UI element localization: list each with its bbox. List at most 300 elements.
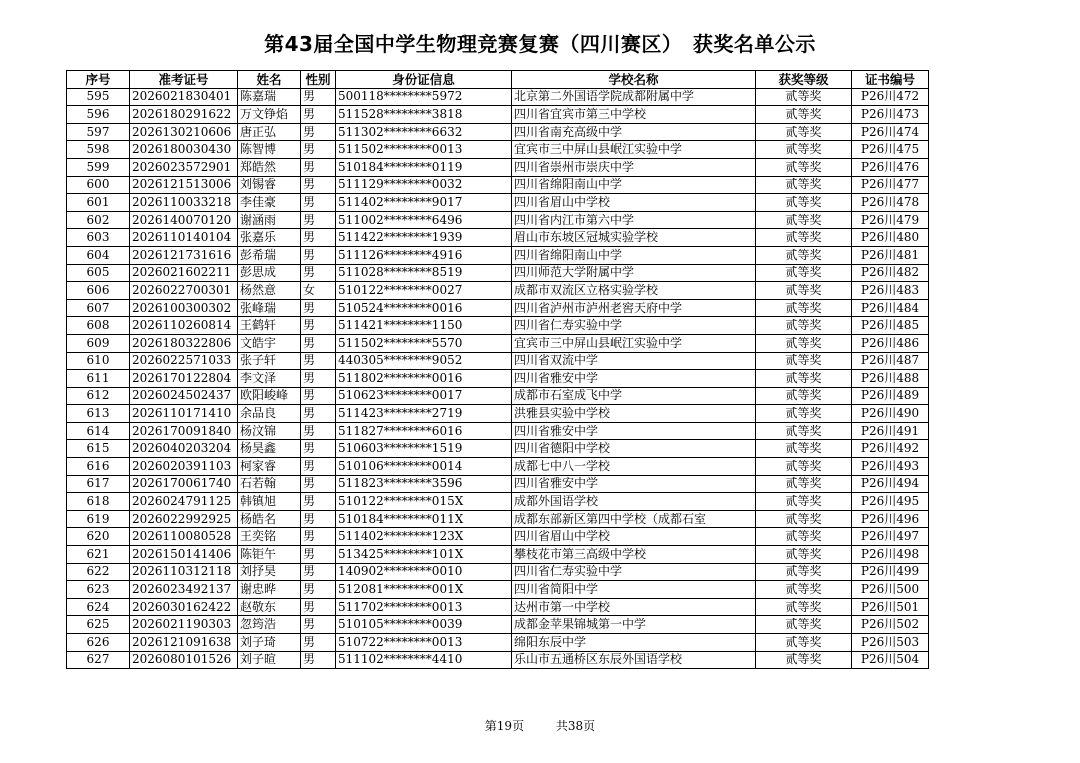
cell-award-level: 贰等奖 [756,282,852,300]
cell-certificate-no: P26川498 [852,546,929,564]
page-total: 共38页 [555,719,596,733]
table-row [67,440,929,458]
cell-award-level: 贰等奖 [756,634,852,652]
cell-award-level: 贰等奖 [756,598,852,616]
cell-exam-id: 2026080101526 [130,651,238,669]
cell-certificate-no: P26川502 [852,616,929,634]
cell-school: 绵阳东辰中学 [512,634,756,652]
cell-school: 四川省双流中学 [512,352,756,370]
cell-index: 627 [67,651,130,669]
cell-award-level: 贰等奖 [756,387,852,405]
column-header-certificate-no: 证书编号 [852,71,929,89]
cell-id-info: 512081********001X [336,581,512,599]
cell-certificate-no: P26川489 [852,387,929,405]
cell-index: 617 [67,475,130,493]
cell-gender: 男 [301,211,336,229]
cell-award-level: 贰等奖 [756,299,852,317]
cell-id-info: 511002********6496 [336,211,512,229]
cell-school: 成都金苹果锦城第一中学 [512,616,756,634]
cell-name: 谢忠晔 [238,581,301,599]
column-header-id-info: 身份证信息 [336,71,512,89]
cell-exam-id: 2026130210606 [130,123,238,141]
cell-school: 宜宾市三中屏山县岷江实验中学 [512,334,756,352]
cell-id-info: 511129********0032 [336,176,512,194]
cell-award-level: 贰等奖 [756,458,852,476]
cell-certificate-no: P26川476 [852,158,929,176]
cell-gender: 男 [301,546,336,564]
cell-exam-id: 2026140070120 [130,211,238,229]
cell-index: 624 [67,598,130,616]
table-row [67,176,929,194]
cell-name: 杨昊鑫 [238,440,301,458]
cell-exam-id: 2026100300302 [130,299,238,317]
table-row [67,634,929,652]
cell-award-level: 贰等奖 [756,546,852,564]
cell-id-info: 510122********015X [336,493,512,511]
table-row [67,458,929,476]
cell-gender: 男 [301,563,336,581]
cell-exam-id: 2026110312118 [130,563,238,581]
cell-certificate-no: P26川481 [852,246,929,264]
cell-certificate-no: P26川503 [852,634,929,652]
cell-index: 606 [67,282,130,300]
cell-certificate-no: P26川485 [852,317,929,335]
cell-gender: 男 [301,387,336,405]
cell-name: 唐正弘 [238,123,301,141]
cell-certificate-no: P26川472 [852,88,929,106]
cell-id-info: 511028********8519 [336,264,512,282]
table-row [67,405,929,423]
cell-exam-id: 2026110140104 [130,229,238,247]
cell-school: 攀枝花市第三高级中学校 [512,546,756,564]
cell-certificate-no: P26川493 [852,458,929,476]
cell-id-info: 510184********0119 [336,158,512,176]
cell-name: 刘子琦 [238,634,301,652]
table-row [67,334,929,352]
cell-id-info: 510122********0027 [336,282,512,300]
cell-exam-id: 2026150141406 [130,546,238,564]
cell-gender: 男 [301,229,336,247]
cell-award-level: 贰等奖 [756,264,852,282]
cell-school: 四川省简阳中学 [512,581,756,599]
cell-name: 刘抒昊 [238,563,301,581]
cell-index: 596 [67,106,130,124]
table-row [67,493,929,511]
cell-id-info: 510603********1519 [336,440,512,458]
table-row [67,299,929,317]
cell-certificate-no: P26川494 [852,475,929,493]
cell-id-info: 511126********4916 [336,246,512,264]
cell-award-level: 贰等奖 [756,211,852,229]
cell-index: 607 [67,299,130,317]
cell-school: 四川省雅安中学 [512,475,756,493]
column-header-gender: 性别 [301,71,336,89]
cell-gender: 男 [301,106,336,124]
cell-name: 陈嘉瑞 [238,88,301,106]
cell-gender: 男 [301,510,336,528]
cell-index: 610 [67,352,130,370]
cell-index: 616 [67,458,130,476]
cell-certificate-no: P26川504 [852,651,929,669]
column-header-index: 序号 [67,71,130,89]
cell-award-level: 贰等奖 [756,352,852,370]
cell-award-level: 贰等奖 [756,176,852,194]
cell-award-level: 贰等奖 [756,581,852,599]
cell-gender: 男 [301,88,336,106]
cell-index: 613 [67,405,130,423]
cell-gender: 男 [301,528,336,546]
cell-school: 四川省崇州市崇庆中学 [512,158,756,176]
cell-school: 四川省雅安中学 [512,370,756,388]
cell-gender: 男 [301,422,336,440]
table-row [67,370,929,388]
cell-id-info: 510722********0013 [336,634,512,652]
cell-index: 597 [67,123,130,141]
cell-id-info: 511528********3818 [336,106,512,124]
cell-id-info: 511423********2719 [336,405,512,423]
cell-name: 杨然意 [238,282,301,300]
cell-id-info: 440305********9052 [336,352,512,370]
cell-gender: 女 [301,282,336,300]
cell-award-level: 贰等奖 [756,88,852,106]
table-row [67,475,929,493]
cell-index: 623 [67,581,130,599]
cell-exam-id: 2026023492137 [130,581,238,599]
cell-name: 郑皓然 [238,158,301,176]
cell-name: 彭思成 [238,264,301,282]
cell-certificate-no: P26川490 [852,405,929,423]
table-row [67,141,929,159]
cell-school: 达州市第一中学校 [512,598,756,616]
cell-name: 王鹤轩 [238,317,301,335]
cell-gender: 男 [301,405,336,423]
cell-certificate-no: P26川482 [852,264,929,282]
cell-name: 万文铮焰 [238,106,301,124]
cell-award-level: 贰等奖 [756,194,852,212]
cell-name: 张子轩 [238,352,301,370]
cell-certificate-no: P26川492 [852,440,929,458]
cell-exam-id: 2026110033218 [130,194,238,212]
cell-award-level: 贰等奖 [756,229,852,247]
cell-gender: 男 [301,194,336,212]
cell-exam-id: 2026023572901 [130,158,238,176]
cell-name: 王奕铭 [238,528,301,546]
cell-index: 608 [67,317,130,335]
cell-name: 彭希瑞 [238,246,301,264]
cell-award-level: 贰等奖 [756,123,852,141]
cell-award-level: 贰等奖 [756,475,852,493]
cell-index: 618 [67,493,130,511]
cell-school: 四川省泸州市泸州老窖天府中学 [512,299,756,317]
cell-school: 洪雅县实验中学校 [512,405,756,423]
cell-gender: 男 [301,264,336,282]
cell-index: 619 [67,510,130,528]
table-row [67,229,929,247]
table-row [67,246,929,264]
cell-name: 赵敬东 [238,598,301,616]
cell-certificate-no: P26川487 [852,352,929,370]
cell-index: 599 [67,158,130,176]
cell-id-info: 510105********0039 [336,616,512,634]
cell-award-level: 贰等奖 [756,422,852,440]
cell-school: 四川省南充高级中学 [512,123,756,141]
cell-exam-id: 2026020391103 [130,458,238,476]
cell-certificate-no: P26川479 [852,211,929,229]
cell-exam-id: 2026180291622 [130,106,238,124]
cell-school: 四川省内江市第六中学 [512,211,756,229]
cell-id-info: 511422********1939 [336,229,512,247]
table-row [67,352,929,370]
cell-index: 626 [67,634,130,652]
cell-exam-id: 2026024502437 [130,387,238,405]
cell-exam-id: 2026180322806 [130,334,238,352]
cell-gender: 男 [301,616,336,634]
cell-exam-id: 2026110080528 [130,528,238,546]
table-row [67,510,929,528]
cell-name: 石若翰 [238,475,301,493]
cell-award-level: 贰等奖 [756,510,852,528]
cell-certificate-no: P26川491 [852,422,929,440]
cell-school: 成都外国语学校 [512,493,756,511]
cell-id-info: 511502********5570 [336,334,512,352]
cell-id-info: 511302********6632 [336,123,512,141]
cell-exam-id: 2026121731616 [130,246,238,264]
cell-gender: 男 [301,246,336,264]
cell-exam-id: 2026170122804 [130,370,238,388]
cell-school: 成都市双流区立格实验学校 [512,282,756,300]
cell-certificate-no: P26川484 [852,299,929,317]
cell-award-level: 贰等奖 [756,405,852,423]
cell-school: 眉山市东坡区冠城实验学校 [512,229,756,247]
cell-certificate-no: P26川473 [852,106,929,124]
page-title: 第43届全国中学生物理竞赛复赛（四川赛区） 获奖名单公示 [264,32,816,56]
cell-id-info: 500118********5972 [336,88,512,106]
cell-school: 成都东部新区第四中学校（成都石室 [512,510,756,528]
cell-certificate-no: P26川497 [852,528,929,546]
cell-gender: 男 [301,176,336,194]
cell-index: 621 [67,546,130,564]
cell-award-level: 贰等奖 [756,528,852,546]
cell-exam-id: 2026021830401 [130,88,238,106]
cell-name: 韩镇旭 [238,493,301,511]
cell-name: 杨皓名 [238,510,301,528]
cell-school: 四川省德阳中学校 [512,440,756,458]
cell-gender: 男 [301,141,336,159]
cell-school: 北京第二外国语学院成都附属中学 [512,88,756,106]
cell-gender: 男 [301,634,336,652]
cell-school: 四川省眉山中学校 [512,194,756,212]
column-header-award-level: 获奖等级 [756,71,852,89]
cell-award-level: 贰等奖 [756,106,852,124]
cell-certificate-no: P26川501 [852,598,929,616]
cell-name: 陈智博 [238,141,301,159]
cell-school: 四川省宜宾市第三中学校 [512,106,756,124]
cell-id-info: 510623********0017 [336,387,512,405]
cell-exam-id: 2026170091840 [130,422,238,440]
cell-award-level: 贰等奖 [756,141,852,159]
table-row [67,422,929,440]
cell-school: 四川省雅安中学 [512,422,756,440]
cell-gender: 男 [301,123,336,141]
cell-name: 刘锡睿 [238,176,301,194]
cell-exam-id: 2026180030430 [130,141,238,159]
cell-school: 四川省眉山中学校 [512,528,756,546]
cell-award-level: 贰等奖 [756,563,852,581]
cell-id-info: 511827********6016 [336,422,512,440]
column-header-school: 学校名称 [512,71,756,89]
cell-index: 601 [67,194,130,212]
cell-exam-id: 2026110260814 [130,317,238,335]
cell-index: 615 [67,440,130,458]
table-row [67,546,929,564]
table-row [67,282,929,300]
cell-school: 成都七中八一学校 [512,458,756,476]
cell-exam-id: 2026022571033 [130,352,238,370]
cell-index: 620 [67,528,130,546]
page-footer [0,717,1080,734]
cell-certificate-no: P26川477 [852,176,929,194]
cell-exam-id: 2026170061740 [130,475,238,493]
cell-award-level: 贰等奖 [756,246,852,264]
cell-gender: 男 [301,352,336,370]
cell-index: 612 [67,387,130,405]
cell-gender: 男 [301,598,336,616]
column-header-exam-id: 准考证号 [130,71,238,89]
cell-gender: 男 [301,334,336,352]
cell-name: 陈钜午 [238,546,301,564]
cell-gender: 男 [301,651,336,669]
cell-id-info: 140902********0010 [336,563,512,581]
cell-name: 谢涵雨 [238,211,301,229]
cell-name: 刘子暄 [238,651,301,669]
cell-certificate-no: P26川495 [852,493,929,511]
cell-exam-id: 2026110171410 [130,405,238,423]
cell-certificate-no: P26川488 [852,370,929,388]
cell-exam-id: 2026022992925 [130,510,238,528]
cell-index: 611 [67,370,130,388]
cell-name: 余品良 [238,405,301,423]
cell-gender: 男 [301,370,336,388]
table-row [67,598,929,616]
cell-certificate-no: P26川486 [852,334,929,352]
cell-index: 603 [67,229,130,247]
cell-school: 成都市石室成飞中学 [512,387,756,405]
cell-school: 四川省绵阳南山中学 [512,246,756,264]
table-row [67,194,929,212]
cell-certificate-no: P26川496 [852,510,929,528]
cell-gender: 男 [301,493,336,511]
cell-index: 595 [67,88,130,106]
cell-index: 625 [67,616,130,634]
cell-school: 四川省仁寿实验中学 [512,317,756,335]
cell-id-info: 510524********0016 [336,299,512,317]
cell-gender: 男 [301,581,336,599]
cell-name: 忽筠浩 [238,616,301,634]
page-number: 第19页 [484,719,525,733]
cell-certificate-no: P26川483 [852,282,929,300]
cell-award-level: 贰等奖 [756,493,852,511]
cell-gender: 男 [301,475,336,493]
cell-name: 李文泽 [238,370,301,388]
table-row [67,106,929,124]
cell-exam-id: 2026022700301 [130,282,238,300]
cell-name: 张嘉乐 [238,229,301,247]
cell-exam-id: 2026030162422 [130,598,238,616]
table-row [67,317,929,335]
cell-name: 张峰瑞 [238,299,301,317]
cell-name: 杨汶锦 [238,422,301,440]
table-row [67,616,929,634]
cell-award-level: 贰等奖 [756,616,852,634]
cell-id-info: 511402********123X [336,528,512,546]
table-row [67,158,929,176]
cell-school: 宜宾市三中屏山县岷江实验中学 [512,141,756,159]
cell-id-info: 511702********0013 [336,598,512,616]
cell-name: 李佳豪 [238,194,301,212]
cell-exam-id: 2026021602211 [130,264,238,282]
cell-index: 614 [67,422,130,440]
cell-index: 609 [67,334,130,352]
cell-id-info: 513425********101X [336,546,512,564]
cell-index: 604 [67,246,130,264]
cell-award-level: 贰等奖 [756,651,852,669]
cell-id-info: 511402********9017 [336,194,512,212]
table-row [67,88,929,106]
table-row [67,123,929,141]
cell-index: 602 [67,211,130,229]
table-row [67,581,929,599]
cell-certificate-no: P26川474 [852,123,929,141]
cell-id-info: 511102********4410 [336,651,512,669]
table-row [67,528,929,546]
cell-school: 四川省仁寿实验中学 [512,563,756,581]
cell-certificate-no: P26川475 [852,141,929,159]
cell-gender: 男 [301,317,336,335]
cell-exam-id: 2026121091638 [130,634,238,652]
cell-exam-id: 2026040203204 [130,440,238,458]
cell-school: 乐山市五通桥区东辰外国语学校 [512,651,756,669]
table-header-row [67,71,929,89]
cell-index: 622 [67,563,130,581]
cell-name: 文皓宇 [238,334,301,352]
cell-award-level: 贰等奖 [756,440,852,458]
cell-certificate-no: P26川478 [852,194,929,212]
cell-index: 605 [67,264,130,282]
cell-exam-id: 2026121513006 [130,176,238,194]
table-body [67,88,929,669]
cell-gender: 男 [301,299,336,317]
table-row [67,651,929,669]
cell-award-level: 贰等奖 [756,317,852,335]
cell-exam-id: 2026024791125 [130,493,238,511]
cell-id-info: 510106********0014 [336,458,512,476]
table-row [67,387,929,405]
cell-award-level: 贰等奖 [756,334,852,352]
cell-id-info: 511823********3596 [336,475,512,493]
cell-exam-id: 2026021190303 [130,616,238,634]
cell-id-info: 511502********0013 [336,141,512,159]
awards-table [66,70,929,669]
cell-gender: 男 [301,458,336,476]
column-header-name: 姓名 [238,71,301,89]
cell-award-level: 贰等奖 [756,158,852,176]
cell-certificate-no: P26川499 [852,563,929,581]
cell-name: 柯家睿 [238,458,301,476]
cell-award-level: 贰等奖 [756,370,852,388]
cell-school: 四川师范大学附属中学 [512,264,756,282]
cell-gender: 男 [301,440,336,458]
cell-certificate-no: P26川500 [852,581,929,599]
